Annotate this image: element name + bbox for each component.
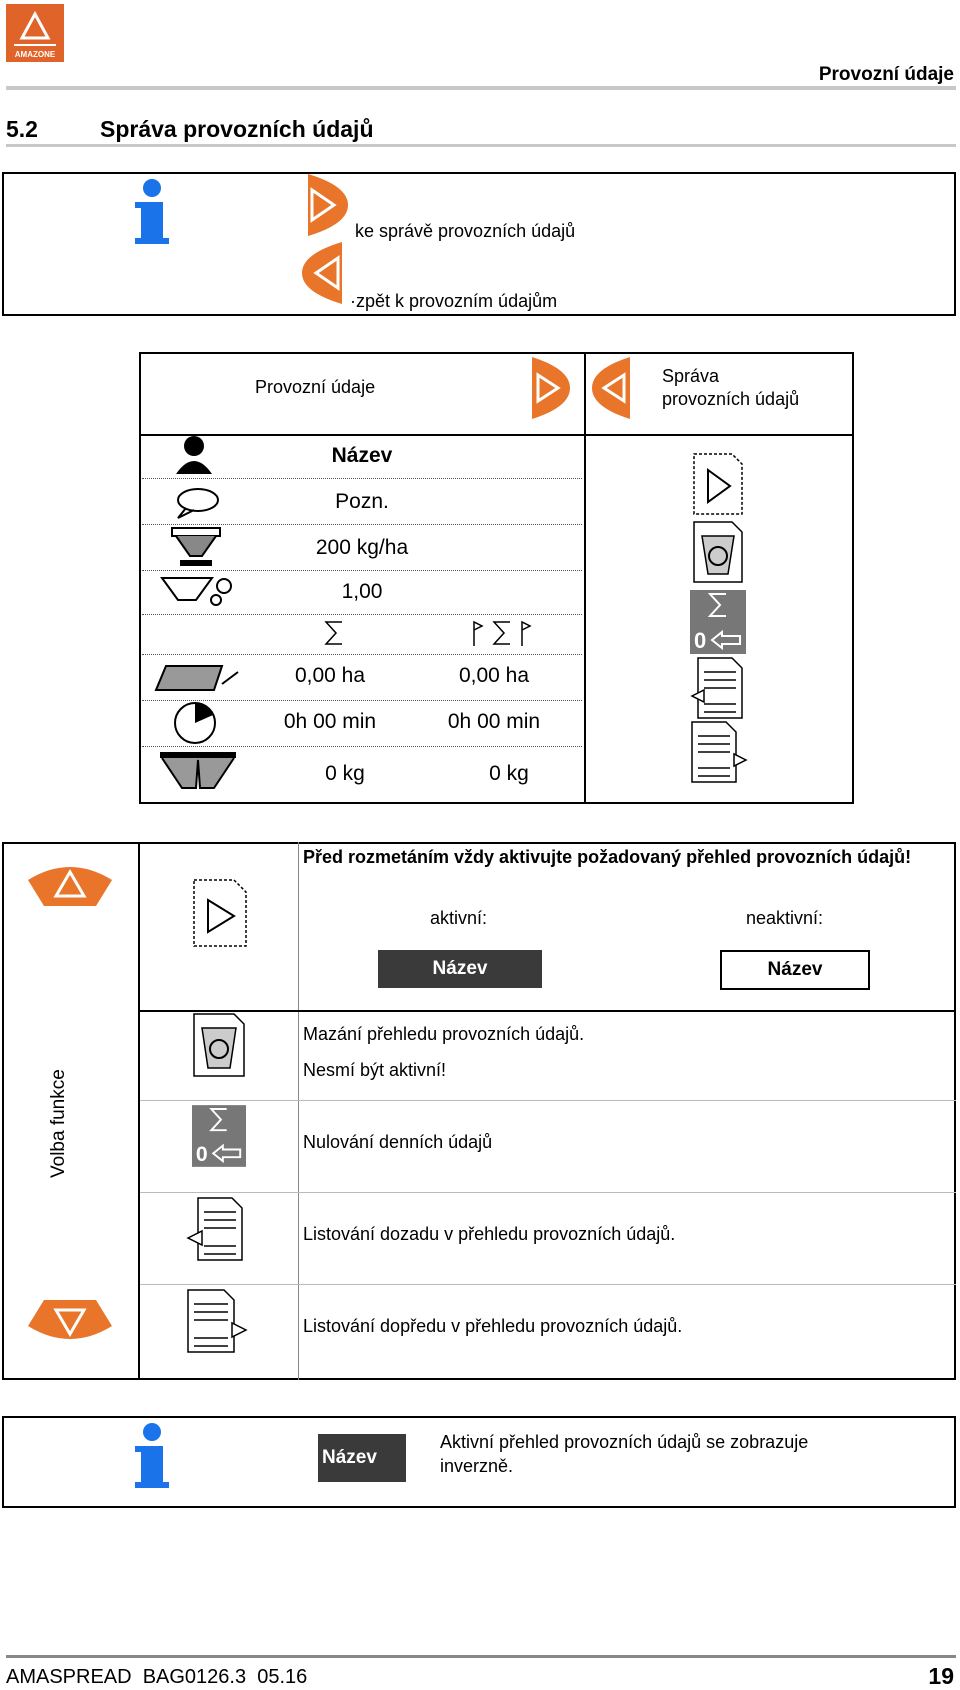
page-back-icon[interactable]	[690, 656, 746, 725]
info-icon	[132, 1422, 172, 1497]
page-header-title: Provozní údaje	[818, 64, 954, 85]
inverse-info-line1: Aktivní přehled provozních údajů se zobrazuje	[440, 1432, 809, 1452]
scroll-up-softkey-icon[interactable]	[26, 860, 114, 913]
screen-factor: 1,00	[341, 580, 383, 603]
side-label: Volba funkce	[48, 1069, 69, 1178]
screen-right-title-2: provozních údajů	[662, 389, 800, 409]
page-forward-text: Listování dopředu v přehledu provozních údajů.	[303, 1316, 683, 1336]
reset-day-data-icon[interactable]	[690, 590, 746, 659]
scroll-down-softkey-icon[interactable]	[26, 1298, 114, 1351]
back-softkey-icon[interactable]	[590, 355, 636, 426]
activate-overview-icon	[190, 878, 250, 953]
delete-overview-warning: Nesmí být aktivní!	[303, 1060, 447, 1080]
svg-text:0: 0	[694, 628, 707, 653]
header-divider	[6, 86, 956, 90]
sigma-total-icon	[322, 618, 346, 653]
info-back-text: ·zpět k provozním údajům	[350, 291, 558, 311]
forward-arrow-icon	[300, 172, 350, 243]
page-number: 19	[928, 1663, 954, 1689]
page-back-icon	[186, 1196, 248, 1267]
area-day-value: 0,00 ha	[458, 664, 530, 687]
row-divider	[140, 1010, 956, 1012]
screen-column-divider	[584, 352, 586, 804]
svg-text:AMAZONE: AMAZONE	[14, 50, 56, 59]
screen-note: Pozn.	[335, 490, 389, 513]
row-divider	[140, 1192, 956, 1193]
inverse-info-line2: inverzně.	[440, 1456, 514, 1476]
page-back-text: Listování dozadu v přehledu provozních údajů.	[303, 1224, 676, 1244]
screen-header-divider	[139, 434, 854, 436]
time-total-value: 0h 00 min	[283, 710, 377, 733]
svg-text:0: 0	[195, 1143, 208, 1167]
time-day-value: 0h 00 min	[447, 710, 541, 733]
reset-day-data-icon	[192, 1104, 246, 1173]
section-divider	[6, 144, 956, 147]
screen-rate: 200 kg/ha	[315, 536, 409, 559]
inactive-name-example: Název	[720, 950, 870, 990]
row-divider	[142, 654, 582, 655]
footer-divider	[6, 1655, 956, 1658]
page-forward-icon[interactable]	[688, 720, 748, 789]
row-divider	[140, 1100, 956, 1101]
sigma-day-icon	[470, 618, 534, 653]
back-arrow-icon	[300, 240, 350, 311]
kg-day-value: 0 kg	[489, 762, 529, 785]
activate-instruction: Před rozmetáním vždy aktivujte požadovaný přehled provozních údajů!	[303, 847, 912, 867]
screen-name: Název	[331, 444, 393, 467]
row-divider	[140, 1284, 956, 1285]
screen-left-title: Provozní údaje	[255, 377, 376, 397]
icon-column-divider	[298, 842, 299, 1380]
footer-doc-id: AMASPREAD BAG0126.3 05.16	[6, 1666, 308, 1688]
kg-total-value: 0 kg	[325, 762, 365, 785]
inverse-name-example: Název	[318, 1434, 406, 1482]
delete-overview-text: Mazání přehledu provozních údajů.	[303, 1024, 585, 1044]
page-forward-icon	[184, 1288, 250, 1359]
reset-day-data-text: Nulování denních údajů	[303, 1132, 493, 1152]
side-column-divider	[138, 842, 140, 1380]
info-forward-text: ke správě provozních údajů	[355, 221, 576, 241]
screen-right-title-1: Správa	[662, 366, 720, 386]
section-title: Správa provozních údajů	[100, 116, 374, 142]
inactive-label: neaktivní:	[746, 908, 824, 928]
amazone-logo	[6, 4, 64, 62]
active-label: aktivní:	[430, 908, 488, 928]
delete-overview-icon	[190, 1012, 248, 1083]
info-icon	[132, 178, 172, 253]
area-icon	[152, 656, 242, 703]
clock-icon	[170, 700, 220, 751]
forward-softkey-icon[interactable]	[526, 355, 572, 426]
active-name-example: Název	[378, 950, 542, 988]
hopper-quantity-icon	[156, 748, 240, 801]
activate-overview-icon[interactable]	[690, 452, 746, 521]
area-total-value: 0,00 ha	[294, 664, 366, 687]
delete-overview-icon[interactable]	[690, 520, 746, 589]
section-number: 5.2	[6, 116, 38, 142]
